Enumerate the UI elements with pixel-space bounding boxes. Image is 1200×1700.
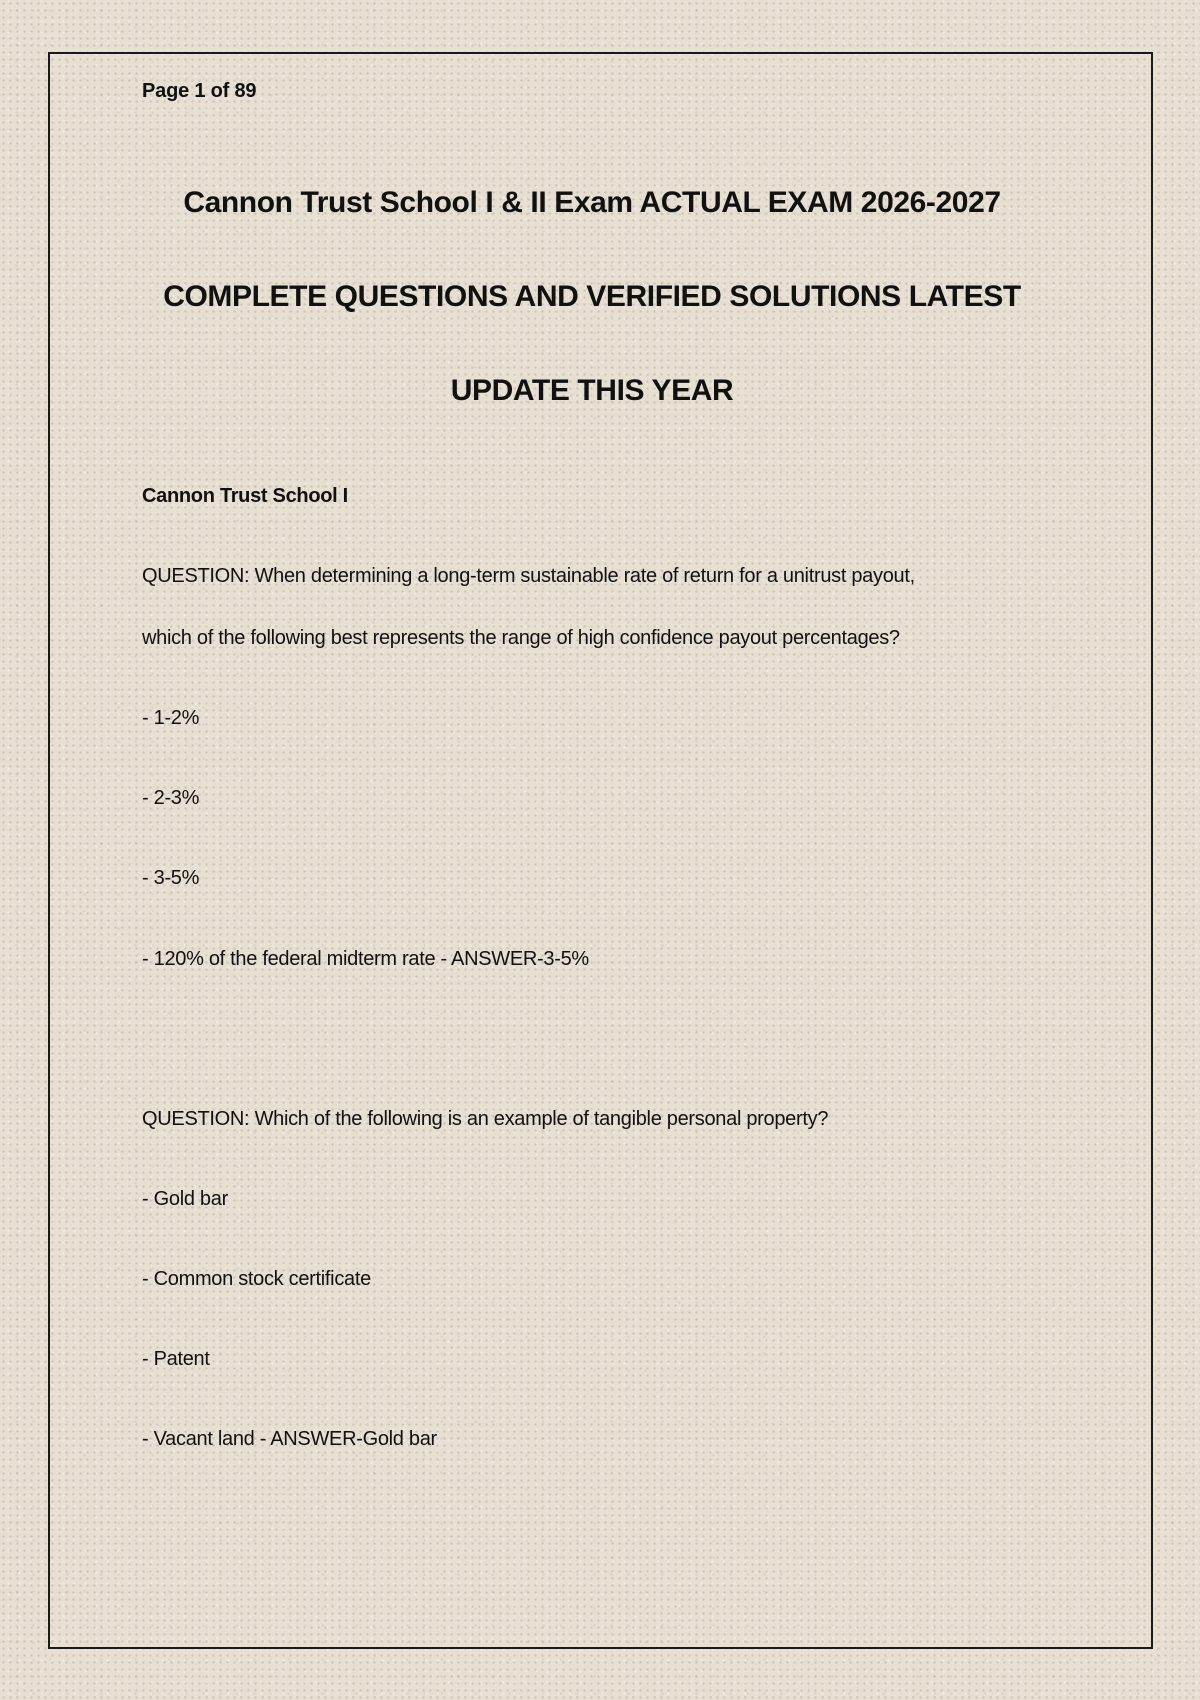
question-1-option-4-answer: - 120% of the federal midterm rate - ANSWER-3-5% [142, 948, 589, 970]
question-1-text-line-2: which of the following best represents the range of high confidence payout percentages? [142, 627, 900, 649]
question-2-option-3: - Patent [142, 1348, 210, 1370]
page-number: Page 1 of 89 [142, 80, 257, 102]
section-heading: Cannon Trust School I [142, 485, 348, 507]
question-1-option-2: - 2-3% [142, 787, 200, 809]
document-title-line-2: COMPLETE QUESTIONS AND VERIFIED SOLUTIONS LATEST [163, 280, 1021, 313]
question-1-option-3: - 3-5% [142, 867, 200, 889]
question-1-option-1: - 1-2% [142, 707, 200, 729]
question-2-text: QUESTION: Which of the following is an example of tangible personal property? [142, 1108, 829, 1130]
document-title-line-1: Cannon Trust School I & II Exam ACTUAL EXAM 2026-2027 [183, 186, 1001, 219]
question-1-text-line-1: QUESTION: When determining a long-term sustainable rate of return for a unitrust payout, [142, 565, 915, 587]
question-2-option-2: - Common stock certificate [142, 1268, 371, 1290]
document-title-line-3: UPDATE THIS YEAR [450, 374, 734, 407]
question-2-option-1: - Gold bar [142, 1188, 228, 1210]
question-2-option-4-answer: - Vacant land - ANSWER-Gold bar [142, 1428, 437, 1450]
